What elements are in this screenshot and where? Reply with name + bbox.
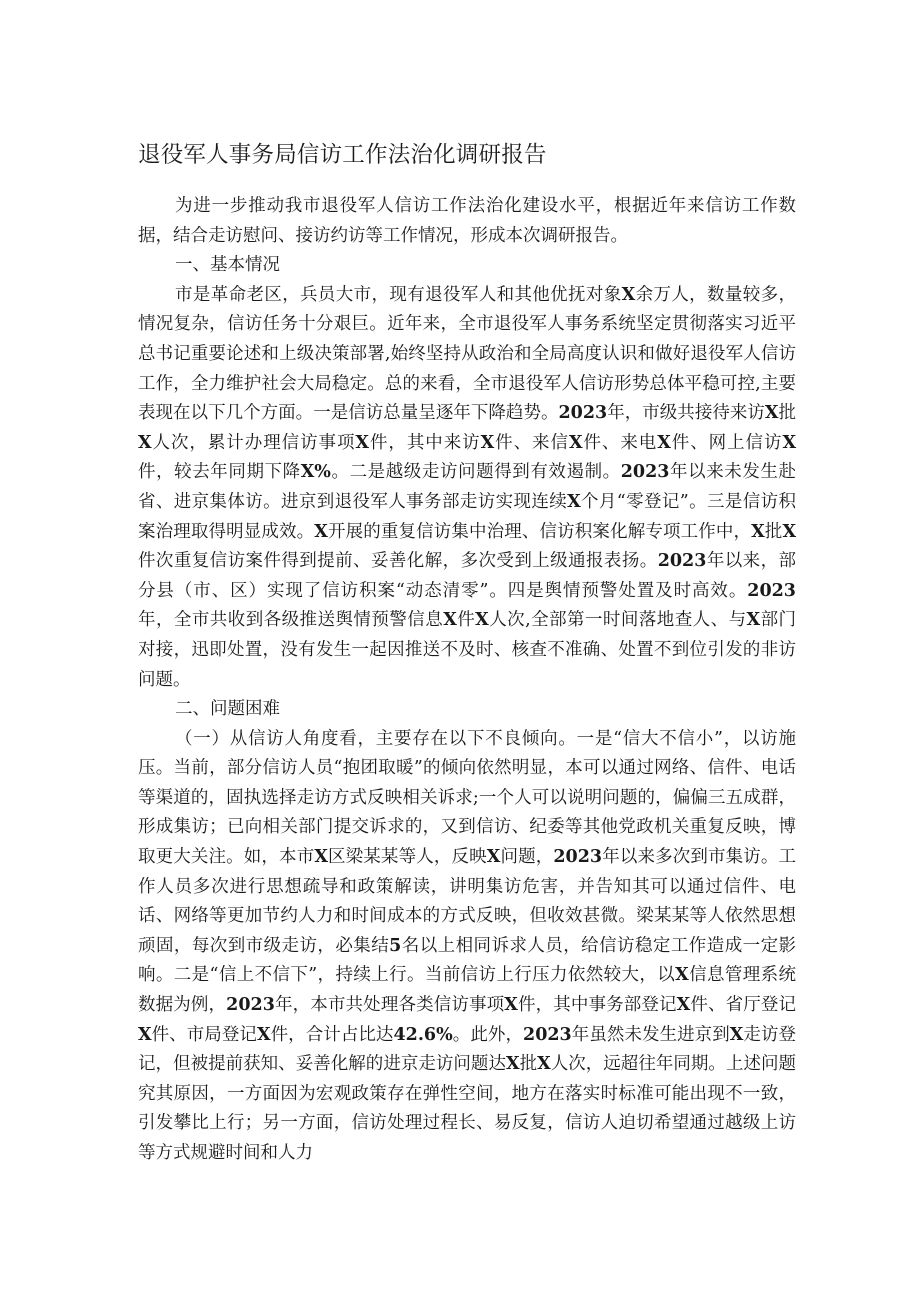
emphasized-figure: X: [537, 1054, 551, 1075]
emphasized-figure: 2023: [226, 995, 275, 1016]
document-title: 退役军人事务局信访工作法治化调研报告: [138, 142, 547, 168]
emphasized-figure: X: [751, 521, 765, 542]
emphasized-figure: X: [782, 521, 797, 542]
emphasized-figure: X: [746, 610, 761, 631]
emphasized-figure: X: [314, 847, 328, 868]
section-heading-problems: 二、问题困难: [175, 699, 280, 720]
emphasized-figure: 2023: [523, 1024, 572, 1045]
emphasized-figure: X: [480, 432, 495, 453]
emphasized-figure: 2023: [553, 847, 603, 868]
section-heading-basic-situation: 一、基本情况: [175, 255, 280, 276]
emphasized-figure: X: [782, 432, 797, 453]
emphasized-figure: 42.6%: [393, 1024, 453, 1045]
emphasized-figure: 5: [389, 935, 402, 956]
emphasized-figure: X: [568, 432, 583, 453]
emphasized-figure: X: [355, 432, 369, 453]
document-body: [138, 192, 796, 1169]
emphasized-figure: X: [621, 284, 636, 305]
emphasized-figure: X: [505, 1054, 520, 1075]
emphasized-figure: X: [764, 403, 779, 424]
emphasized-figure: X: [504, 995, 518, 1016]
emphasized-figure: X: [729, 1024, 744, 1045]
emphasized-figure: X: [138, 432, 152, 453]
emphasized-figure: 2023: [657, 551, 707, 572]
emphasized-figure: X: [475, 610, 489, 631]
emphasized-figure: X: [657, 432, 671, 453]
emphasized-figure: X%: [300, 462, 331, 483]
emphasized-figure: 2023: [558, 403, 608, 424]
emphasized-figure: X: [675, 965, 689, 986]
emphasized-figure: X: [486, 847, 501, 868]
problems-paragraph: （一）从信访人角度看，主要存在以下不良倾向。一是“信大不信小”，以访施压。当前，部分信访人员“抱团取暖”的倾向依然明显，本可以通过网络、信件、电话等渠道的，固执选择走访方式反映相关诉求;一个人可以说明问题的，偏偏三五成群，形成集访；已向相关部门提交诉求的，又到信访、纪委等其他党政机关重复反映，博取更大关注。如，本市X区梁某某等人，反映X问题，2023年以来多次到市集访。工作人员多次进行思想疏导和政策解读，讲明集访危害，并告知其可以通过信件、电话、网络等更加节约人力和时间成本的方式反映，但收效甚微。梁某某等人依然思想顽固，每次到市级走访，必集结5名以上相同诉求人员，给信访稳定工作造成一定影响。二是“信上不信下”，持续上行。当前信访上行压力依然较大，以X信息管理系统数据为例，2023年，本市共处理各类信访事项X件，其中事务部登记X件、省厅登记X件、市局登记X件，合计占比达42.6%。此外，2023年虽然未发生进京到X走访登记，但被提前获知、妥善化解的进京走访问题达X批X人次，远超往年同期。上述问题究其原因，一方面因为宏观政策存在弹性空间，地方在落实时标准可能出现不一致，引发攀比上行；另一方面，信访处理过程长、易反复，信访人迫切希望通过越级上访等方式规避时间和人力: [138, 728, 797, 1163]
emphasized-figure: 2023: [620, 462, 670, 483]
emphasized-figure: X: [567, 491, 581, 512]
emphasized-figure: X: [676, 995, 691, 1016]
emphasized-figure: X: [256, 1024, 271, 1045]
emphasized-figure: X: [138, 1024, 152, 1045]
emphasized-figure: X: [314, 521, 328, 542]
emphasized-figure: 2023: [747, 580, 796, 601]
basic-situation-paragraph: 市是革命老区，兵员大市，现有退役军人和其他优抚对象X余万人，数量较多，情况复杂，信访任务十分艰巨。近年来，全市退役军人事务系统坚定贯彻落实习近平总书记重要论述和上级决策部署,始终坚持从政治和全局高度认识和做好退役军人信访工作，全力维护社会大局稳定。总的来看，全市退役军人信访形势总体平稳可控,主要表现在以下几个方面。一是信访总量呈逐年下降趋势。2023年，市级共接待来访X批X人次，累计办理信访事项X件，其中来访X件、来信X件、来电X件、网上信访X件，较去年同期下降X%。二是越级走访问题得到有效遏制。2023年以来未发生赴省、进京集体访。进京到退役军人事务部走访实现连续X个月“零登记”。三是信访积案治理取得明显成效。X开展的重复信访集中治理、信访积案化解专项工作中，X批X件次重复信访案件得到提前、妥善化解，多次受到上级通报表扬。2023年以来，部分县（市、区）实现了信访积案“动态清零”。四是舆情预警处置及时高效。2023年，全市共收到各级推送舆情预警信息X件X人次,全部第一时间落地查人、与X部门对接，迅即处置，没有发生一起因推送不及时、核查不准确、处置不到位引发的非访问题。: [138, 284, 797, 690]
emphasized-figure: X: [443, 610, 457, 631]
intro-paragraph: 为进一步推动我市退役军人信访工作法治化建设水平，根据近年来信访工作数据，结合走访慰问、接访约访等工作情况，形成本次调研报告。: [138, 196, 796, 246]
